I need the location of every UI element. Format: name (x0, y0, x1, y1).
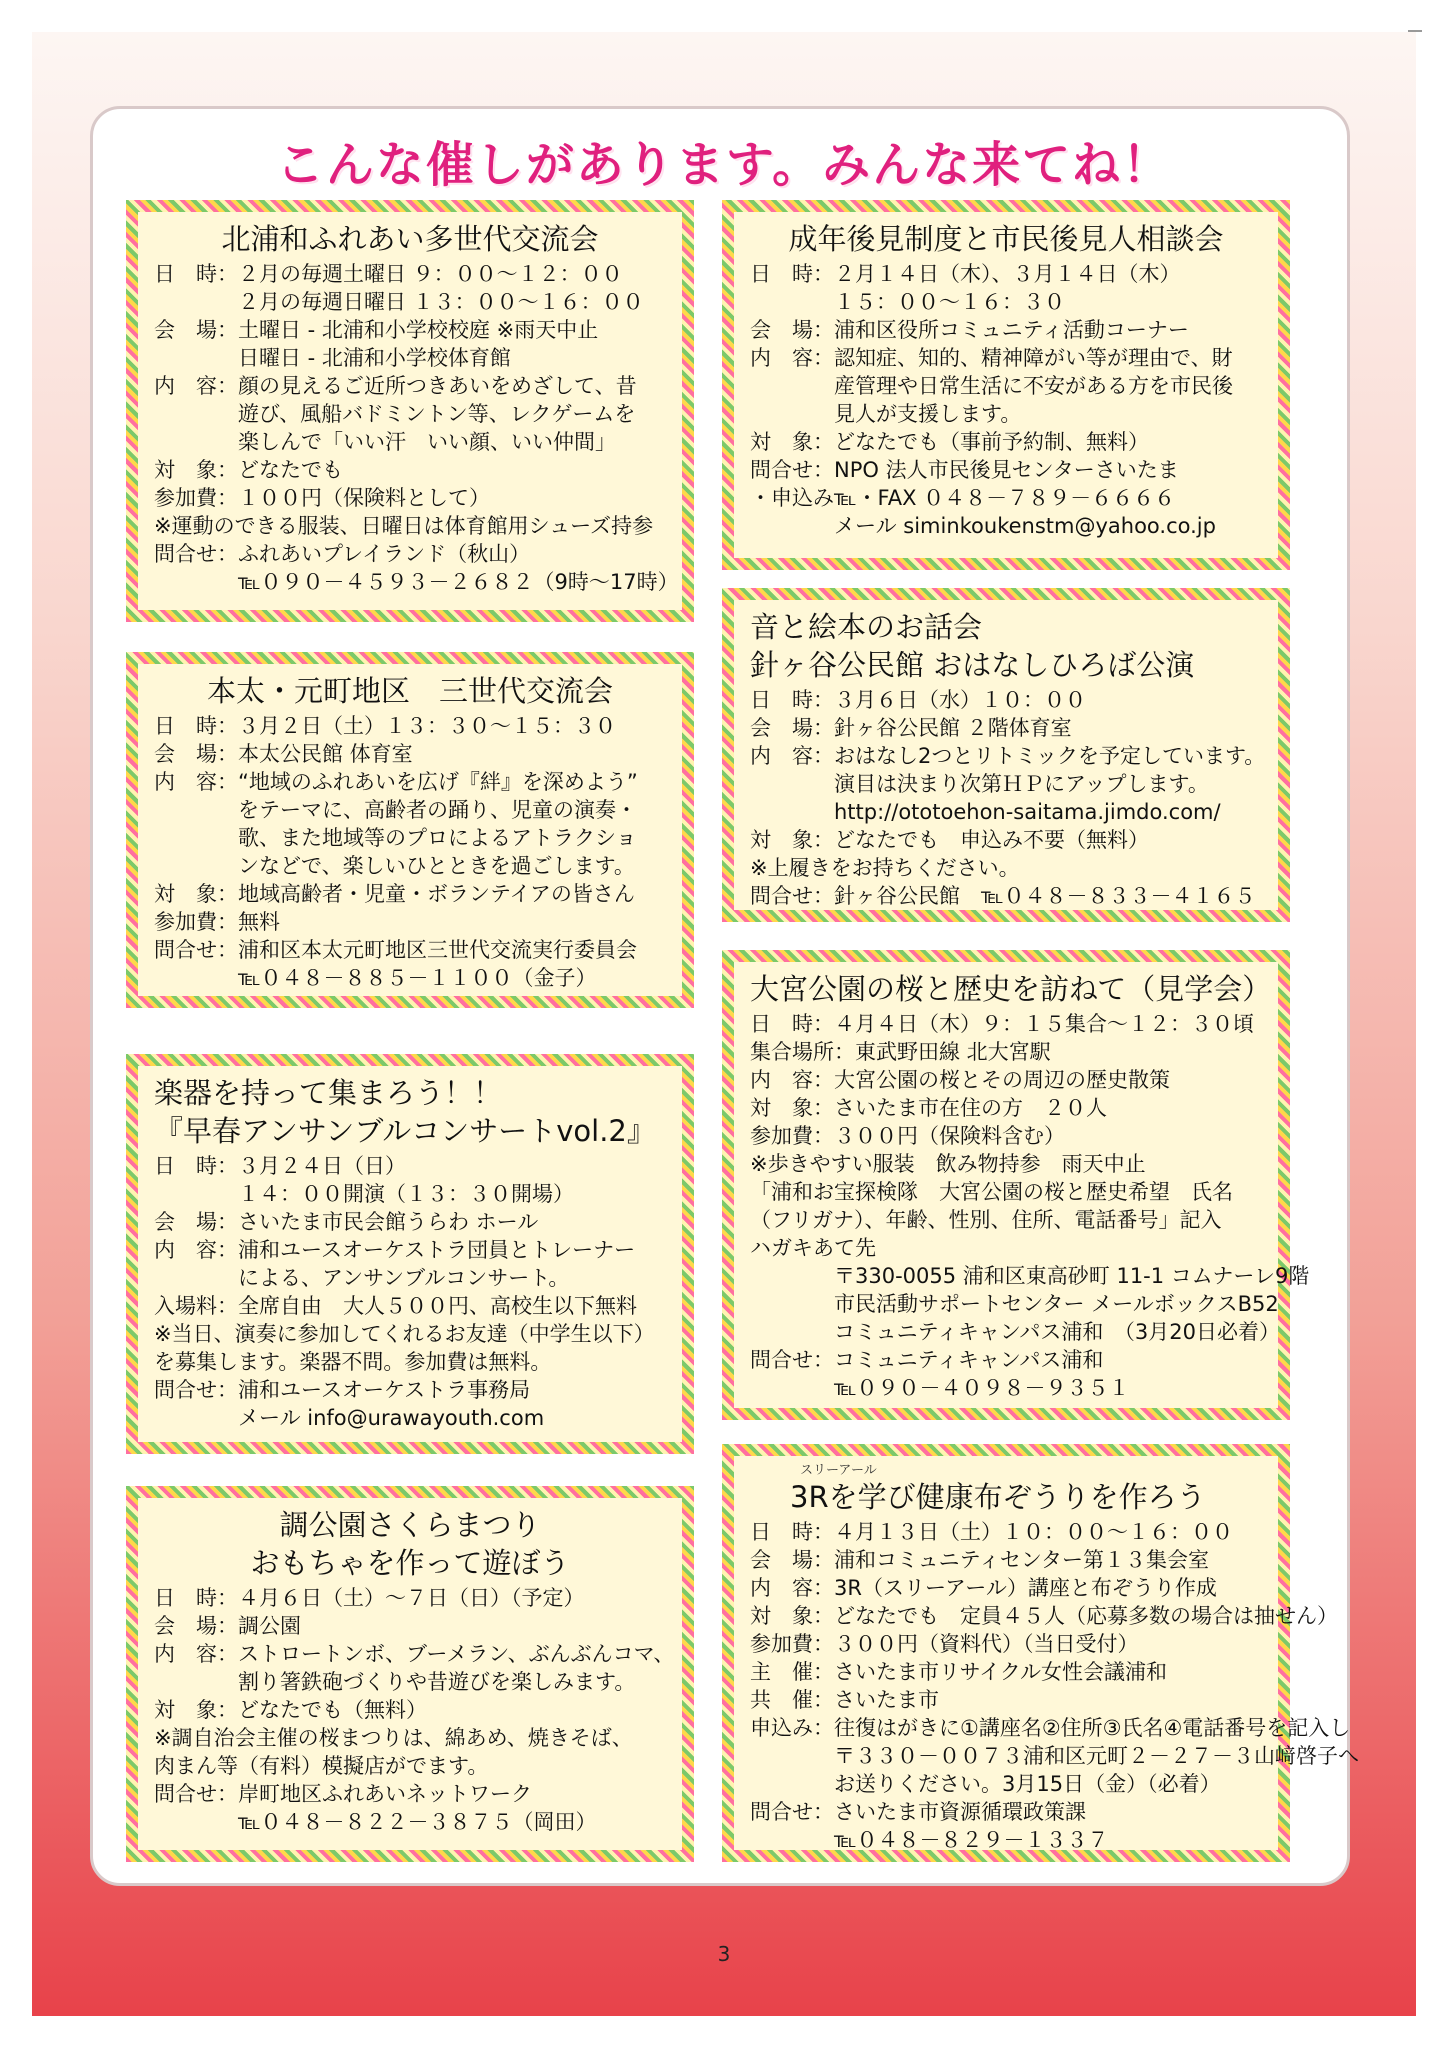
info-value: 肉まん等（有料）模擬店がでます。 (154, 1754, 489, 1778)
info-row (750, 798, 1262, 826)
info-label: 対 象： (750, 430, 834, 454)
info-value: どなたでも (238, 458, 343, 482)
info-value: 〒３３０－００７３浦和区元町２－２７－３山﨑啓子へ (750, 1744, 1359, 1768)
info-row (154, 1668, 666, 1696)
info-value: どなたでも 申込み不要（無料） (834, 828, 1149, 852)
info-value: ℡０４８－８８５－１１００（金子） (154, 966, 597, 990)
info-label: 対 象： (154, 458, 238, 482)
info-value: メール siminkoukenstm@yahoo.co.jp (750, 514, 1216, 538)
info-value: をテーマに、高齢者の踊り、児童の演奏・ (154, 798, 637, 822)
info-value: ℡０４８－８２２－３８７５（岡田） (154, 1810, 597, 1834)
info-value: １５：００～１６：３０ (750, 290, 1065, 314)
info-label: 問合せ： (750, 884, 834, 908)
info-label: 会 場： (154, 318, 238, 342)
info-row (154, 1236, 666, 1264)
info-value: ふれあいプレイランド（秋山） (238, 542, 531, 566)
info-label: 参加費： (154, 486, 238, 510)
info-row (154, 456, 666, 484)
info-value: 産管理や日常生活に不安がある方を市民後 (750, 374, 1233, 398)
info-value: 往復はがきに①講座名②住所③氏名④電話番号を記入し (834, 1716, 1351, 1740)
info-value: どなたでも 定員４５人（応募多数の場合は抽せん） (834, 1604, 1338, 1628)
info-row (154, 344, 666, 372)
event-card-3r-workshop (722, 1444, 1359, 1862)
info-label: 内 容： (154, 1642, 238, 1666)
info-value: １００円（保険料として） (238, 486, 490, 510)
info-label: 内 容： (154, 770, 238, 794)
info-row (154, 1780, 666, 1808)
info-row (750, 1798, 1262, 1826)
info-value: ※上履きをお持ちください。 (750, 856, 1020, 880)
info-value: ℡０９０－４０９８－９３５１ (750, 1376, 1130, 1400)
info-row (154, 1696, 666, 1724)
info-value: ※調自治会主催の桜まつりは、綿あめ、焼きそば、 (154, 1726, 633, 1750)
info-row (154, 1752, 666, 1780)
info-row (750, 428, 1262, 456)
crop-mark (1408, 30, 1422, 32)
info-value: ンなどで、楽しいひとときを過ごします。 (154, 854, 635, 878)
info-row (750, 456, 1262, 484)
info-value: 浦和ユースオーケストラ事務局 (238, 1378, 531, 1402)
info-value: 「浦和お宝探検隊 大宮公園の桜と歴史希望 氏名 (750, 1180, 1233, 1204)
info-value: 遊び、風船バドミントン等、レクゲームを (154, 402, 636, 426)
info-value: （フリガナ）、年齢、性別、住所、電話番号」記入 (750, 1208, 1222, 1232)
info-row (154, 484, 666, 512)
event-title-line2: 『早春アンサンブルコンサートvol.2』 (154, 1114, 656, 1148)
info-row (154, 1404, 666, 1432)
info-row (154, 852, 666, 880)
info-value: ４月６日（土）～７日（日）（予定） (238, 1586, 585, 1610)
info-label: 会 場： (154, 1210, 238, 1234)
info-label: 問合せ： (154, 1782, 238, 1806)
event-title-line2: おもちゃを作って遊ぼう (250, 1546, 570, 1580)
info-label: 集合場所： (750, 1040, 855, 1064)
info-value: ３月２４日（日） (238, 1154, 406, 1178)
info-label: 対 象： (154, 1698, 238, 1722)
page-number: 3 (717, 1942, 731, 1966)
info-label: 対 象： (750, 1604, 834, 1628)
info-row (750, 1546, 1262, 1574)
info-value: ２月の毎週土曜日 ９：００～１２：００ (238, 262, 623, 286)
info-row (750, 400, 1262, 428)
info-label: 日 時： (750, 688, 834, 712)
info-label: 日 時： (750, 262, 834, 286)
info-row (154, 768, 666, 796)
info-row (750, 288, 1262, 316)
info-row (750, 1742, 1359, 1770)
info-row (750, 1658, 1262, 1686)
info-value: ※歩きやすい服装 飲み物持参 雨天中止 (750, 1152, 1146, 1176)
info-value: 針ヶ谷公民館 ２階体育室 (834, 716, 1072, 740)
info-row (154, 1584, 666, 1612)
info-label: 参加費： (750, 1124, 834, 1148)
info-row (750, 260, 1262, 288)
info-row (154, 1640, 675, 1668)
info-row (154, 796, 666, 824)
info-value: 東武野田線 北大宮駅 (855, 1040, 1051, 1064)
info-value: による、アンサンブルコンサート。 (154, 1266, 570, 1290)
info-label: 内 容： (154, 1238, 238, 1262)
info-value: 〒330-0055 浦和区東高砂町 11-1 コムナーレ9階 (750, 1264, 1310, 1288)
info-row (750, 770, 1262, 798)
info-label: 対 象： (750, 828, 834, 852)
info-row (154, 1264, 666, 1292)
info-label: 入場料： (154, 1294, 238, 1318)
info-label: 日 時： (154, 1154, 238, 1178)
info-row (154, 1320, 666, 1348)
info-label: 内 容： (750, 1068, 834, 1092)
info-value: 3R（スリーアール）講座と布ぞうり作成 (834, 1576, 1217, 1600)
info-value: 浦和ユースオーケストラ団員とトレーナー (238, 1238, 636, 1262)
info-value: ※当日、演奏に参加してくれるお友達（中学生以下） (154, 1322, 655, 1346)
info-row (750, 1574, 1262, 1602)
info-value: ３００円（資料代）（当日受付） (834, 1632, 1139, 1656)
info-label: 対 象： (154, 882, 238, 906)
info-row (750, 686, 1262, 714)
info-row (750, 484, 1262, 512)
info-label: 問合せ： (154, 1378, 238, 1402)
info-value: ４月４日（木）９：１５集合～１２：３０頃 (834, 1012, 1254, 1036)
event-title-line1: 調公園さくらまつり (279, 1508, 541, 1542)
info-value: ℡０９０－４５９３－２６８２（9時～17時） (154, 570, 679, 594)
info-row (154, 1292, 666, 1320)
info-value: お送りください。3月15日（金）（必着） (750, 1772, 1221, 1796)
page-headline: こんな催しがあります。みんな来てね！ (275, 137, 1173, 193)
event-card-ensemble-concert (126, 1054, 694, 1454)
info-value: さいたま市 (834, 1688, 939, 1712)
info-value: どなたでも（無料） (238, 1698, 427, 1722)
info-value: 見人が支援します。 (750, 402, 1022, 426)
info-value: ３月２日（土）１３：３０～１５：３０ (238, 714, 616, 738)
info-value: どなたでも（事前予約制、無料） (834, 430, 1149, 454)
info-row (154, 540, 666, 568)
info-row (750, 1150, 1262, 1178)
info-row (750, 1346, 1262, 1374)
info-label: 日 時： (750, 1012, 834, 1036)
event-card-picture-book (722, 588, 1290, 922)
info-label: ・申込み (750, 486, 834, 510)
event-title: 北浦和ふれあい多世代交流会 (221, 222, 599, 256)
info-row (154, 316, 666, 344)
event-title: 3Rを学び健康布ぞうりを作ろう (790, 1480, 1206, 1514)
info-row (750, 344, 1262, 372)
info-value: 認知症、知的、精神障がい等が理由で、財 (834, 346, 1233, 370)
event-card-tsuki-park-sakura (126, 1486, 694, 1862)
info-value: 歌、また地域等のプロによるアトラクショ (154, 826, 637, 850)
info-row (750, 854, 1262, 882)
info-row (154, 1376, 666, 1404)
info-row (154, 428, 666, 456)
info-value: さいたま市民会館うらわ ホール (238, 1210, 539, 1234)
info-row (750, 1826, 1262, 1854)
info-row (750, 372, 1262, 400)
event-title: 本太・元町地区 三世代交流会 (206, 674, 613, 708)
info-label: 問合せ： (750, 458, 834, 482)
info-row (750, 714, 1262, 742)
info-label: 主 催： (750, 1660, 834, 1684)
info-value: http://ototoehon-saitama.jimdo.com/ (750, 800, 1221, 824)
event-title: 成年後見制度と市民後見人相談会 (788, 222, 1224, 256)
info-row (154, 964, 666, 992)
info-value: 地域高齢者・児童・ボランテイアの皆さん (238, 882, 635, 906)
info-value: メール info@urawayouth.com (154, 1406, 545, 1430)
event-title-line1: 楽器を持って集まろう！！ (154, 1076, 503, 1110)
info-label: 日 時： (154, 262, 238, 286)
event-title: 大宮公園の桜と歴史を訪ねて（見学会） (750, 972, 1272, 1006)
info-value: さいたま市資源循環政策課 (834, 1800, 1086, 1824)
info-value: 浦和区役所コミュニティ活動コーナー (834, 318, 1189, 342)
info-value: 無料 (238, 910, 280, 934)
info-label: 申込み： (750, 1716, 834, 1740)
event-card-kitaurawa (126, 200, 694, 622)
info-value: 全席自由 大人５００円、高校生以下無料 (238, 1294, 637, 1318)
info-value: １４：００開演（１３：３０開場） (154, 1182, 574, 1206)
info-row (154, 1208, 666, 1236)
info-row (750, 1066, 1262, 1094)
info-value: 日曜日 - 北浦和小学校体育館 (154, 346, 511, 370)
info-value: さいたま市リサイクル女性会議浦和 (834, 1660, 1168, 1684)
info-value: 岸町地区ふれあいネットワーク (238, 1782, 532, 1806)
info-row (750, 1234, 1262, 1262)
info-label: 内 容： (750, 1576, 834, 1600)
info-label: 会 場： (154, 1614, 238, 1638)
info-row (750, 1010, 1262, 1038)
event-title-line2: 針ヶ谷公民館 おはなしひろば公演 (750, 648, 1195, 682)
info-label: 日 時： (154, 1586, 238, 1610)
event-card-omiya-park (722, 950, 1310, 1420)
info-row (154, 1612, 666, 1640)
info-row (154, 1152, 666, 1180)
info-value: 顔の見えるご近所つきあいをめざして、昔 (238, 374, 637, 398)
info-value: 浦和コミュニティセンター第１３集会室 (834, 1548, 1210, 1572)
info-value: 市民活動サポートセンター メールボックスB52 (750, 1292, 1279, 1316)
info-row (750, 1630, 1262, 1658)
info-row (750, 1374, 1262, 1402)
event-title-ruby: スリーアール (800, 1463, 877, 1478)
info-value: ２月の毎週日曜日 １３：００～１６：００ (154, 290, 644, 314)
event-card-guardianship (722, 200, 1290, 570)
info-value: ３月６日（水）１０：００ (834, 688, 1086, 712)
info-label: 問合せ： (154, 542, 238, 566)
info-value: ４月１３日（土）１０：００～１６：００ (834, 1520, 1233, 1544)
info-row (154, 880, 666, 908)
info-label: 問合せ： (750, 1348, 834, 1372)
info-value: ストロートンボ、ブーメラン、ぶんぶんコマ、 (238, 1642, 675, 1666)
info-value: ハガキあて先 (750, 1236, 876, 1260)
info-row (750, 1290, 1279, 1318)
info-label: 会 場： (750, 716, 834, 740)
info-row (154, 568, 679, 596)
info-row (750, 1122, 1262, 1150)
info-value: おはなし2つとリトミックを予定しています。 (834, 744, 1266, 768)
info-label: 参加費： (154, 910, 238, 934)
info-row (750, 1714, 1351, 1742)
info-row (154, 1180, 666, 1208)
info-value: 演目は決まり次第ＨＰにアップします。 (750, 772, 1209, 796)
info-row (750, 1178, 1262, 1206)
info-row (154, 908, 666, 936)
info-value: 大宮公園の桜とその周辺の歴史散策 (834, 1068, 1170, 1092)
event-title-line1: 音と絵本のお話会 (750, 610, 983, 644)
info-value: 本太公民館 体育室 (238, 742, 413, 766)
info-row (750, 1770, 1262, 1798)
info-row (750, 1518, 1262, 1546)
info-value: 浦和区本太元町地区三世代交流実行委員会 (238, 938, 637, 962)
info-row (154, 936, 666, 964)
info-label: 問合せ： (750, 1800, 834, 1824)
info-value: ※運動のできる服装、日曜日は体育館用シューズ持参 (154, 514, 654, 538)
info-label: 会 場： (154, 742, 238, 766)
info-label: 内 容： (154, 374, 238, 398)
info-value: ３００円（保険料含む） (834, 1124, 1065, 1148)
info-row (154, 1808, 666, 1836)
info-value: 割り箸鉄砲づくりや昔遊びを楽しみます。 (154, 1670, 636, 1694)
info-row (154, 372, 666, 400)
info-value: 針ヶ谷公民館 ℡０４８－８３３－４１６５ (834, 884, 1256, 908)
info-row (750, 316, 1262, 344)
info-label: 内 容： (750, 744, 834, 768)
info-label: 日 時： (750, 1520, 834, 1544)
info-label: 会 場： (750, 318, 834, 342)
info-row (154, 260, 666, 288)
info-value: ℡０４８－８２９－１３３７ (750, 1828, 1109, 1852)
info-value: ℡・FAX ０４８－７８９－６６６６ (834, 486, 1176, 510)
info-row (154, 288, 666, 316)
info-value: 調公園 (238, 1614, 301, 1638)
info-value: NPO 法人市民後見センターさいたま (834, 458, 1179, 482)
info-row (154, 400, 666, 428)
info-row (154, 1348, 666, 1376)
info-value: “地域のふれあいを広げ『絆』を深めよう” (238, 770, 638, 794)
info-label: 共 催： (750, 1688, 834, 1712)
info-row (750, 882, 1262, 910)
info-label: 内 容： (750, 346, 834, 370)
event-card-honbuto-motomachi (126, 652, 694, 1008)
info-value: さいたま市在住の方 ２０人 (834, 1096, 1107, 1120)
info-row (154, 712, 666, 740)
info-value: 楽しんで「いい汗 いい顔、いい仲間」 (154, 430, 616, 454)
info-row (154, 740, 666, 768)
info-label: 会 場： (750, 1548, 834, 1572)
info-row (750, 1206, 1262, 1234)
info-label: 問合せ： (154, 938, 238, 962)
info-label: 参加費： (750, 1632, 834, 1656)
info-row (154, 1724, 666, 1752)
info-row (750, 1038, 1262, 1066)
info-row (750, 512, 1262, 540)
info-row (750, 1262, 1310, 1290)
info-value: 土曜日 - 北浦和小学校校庭 ※雨天中止 (238, 318, 599, 342)
info-row (154, 512, 666, 540)
info-value: コミュニティキャンパス浦和 （3月20日必着） (750, 1320, 1281, 1344)
info-row (750, 1094, 1262, 1122)
info-row (750, 1686, 1262, 1714)
info-label: 対 象： (750, 1096, 834, 1120)
info-row (750, 742, 1266, 770)
info-row (750, 1602, 1338, 1630)
info-row (750, 1318, 1281, 1346)
info-value: ２月１４日（木）、３月１４日（木） (834, 262, 1181, 286)
info-row (750, 826, 1262, 854)
info-value: を募集します。楽器不問。参加費は無料。 (154, 1350, 552, 1374)
info-row (154, 824, 666, 852)
info-label: 日 時： (154, 714, 238, 738)
info-value: コミュニティキャンパス浦和 (834, 1348, 1104, 1372)
